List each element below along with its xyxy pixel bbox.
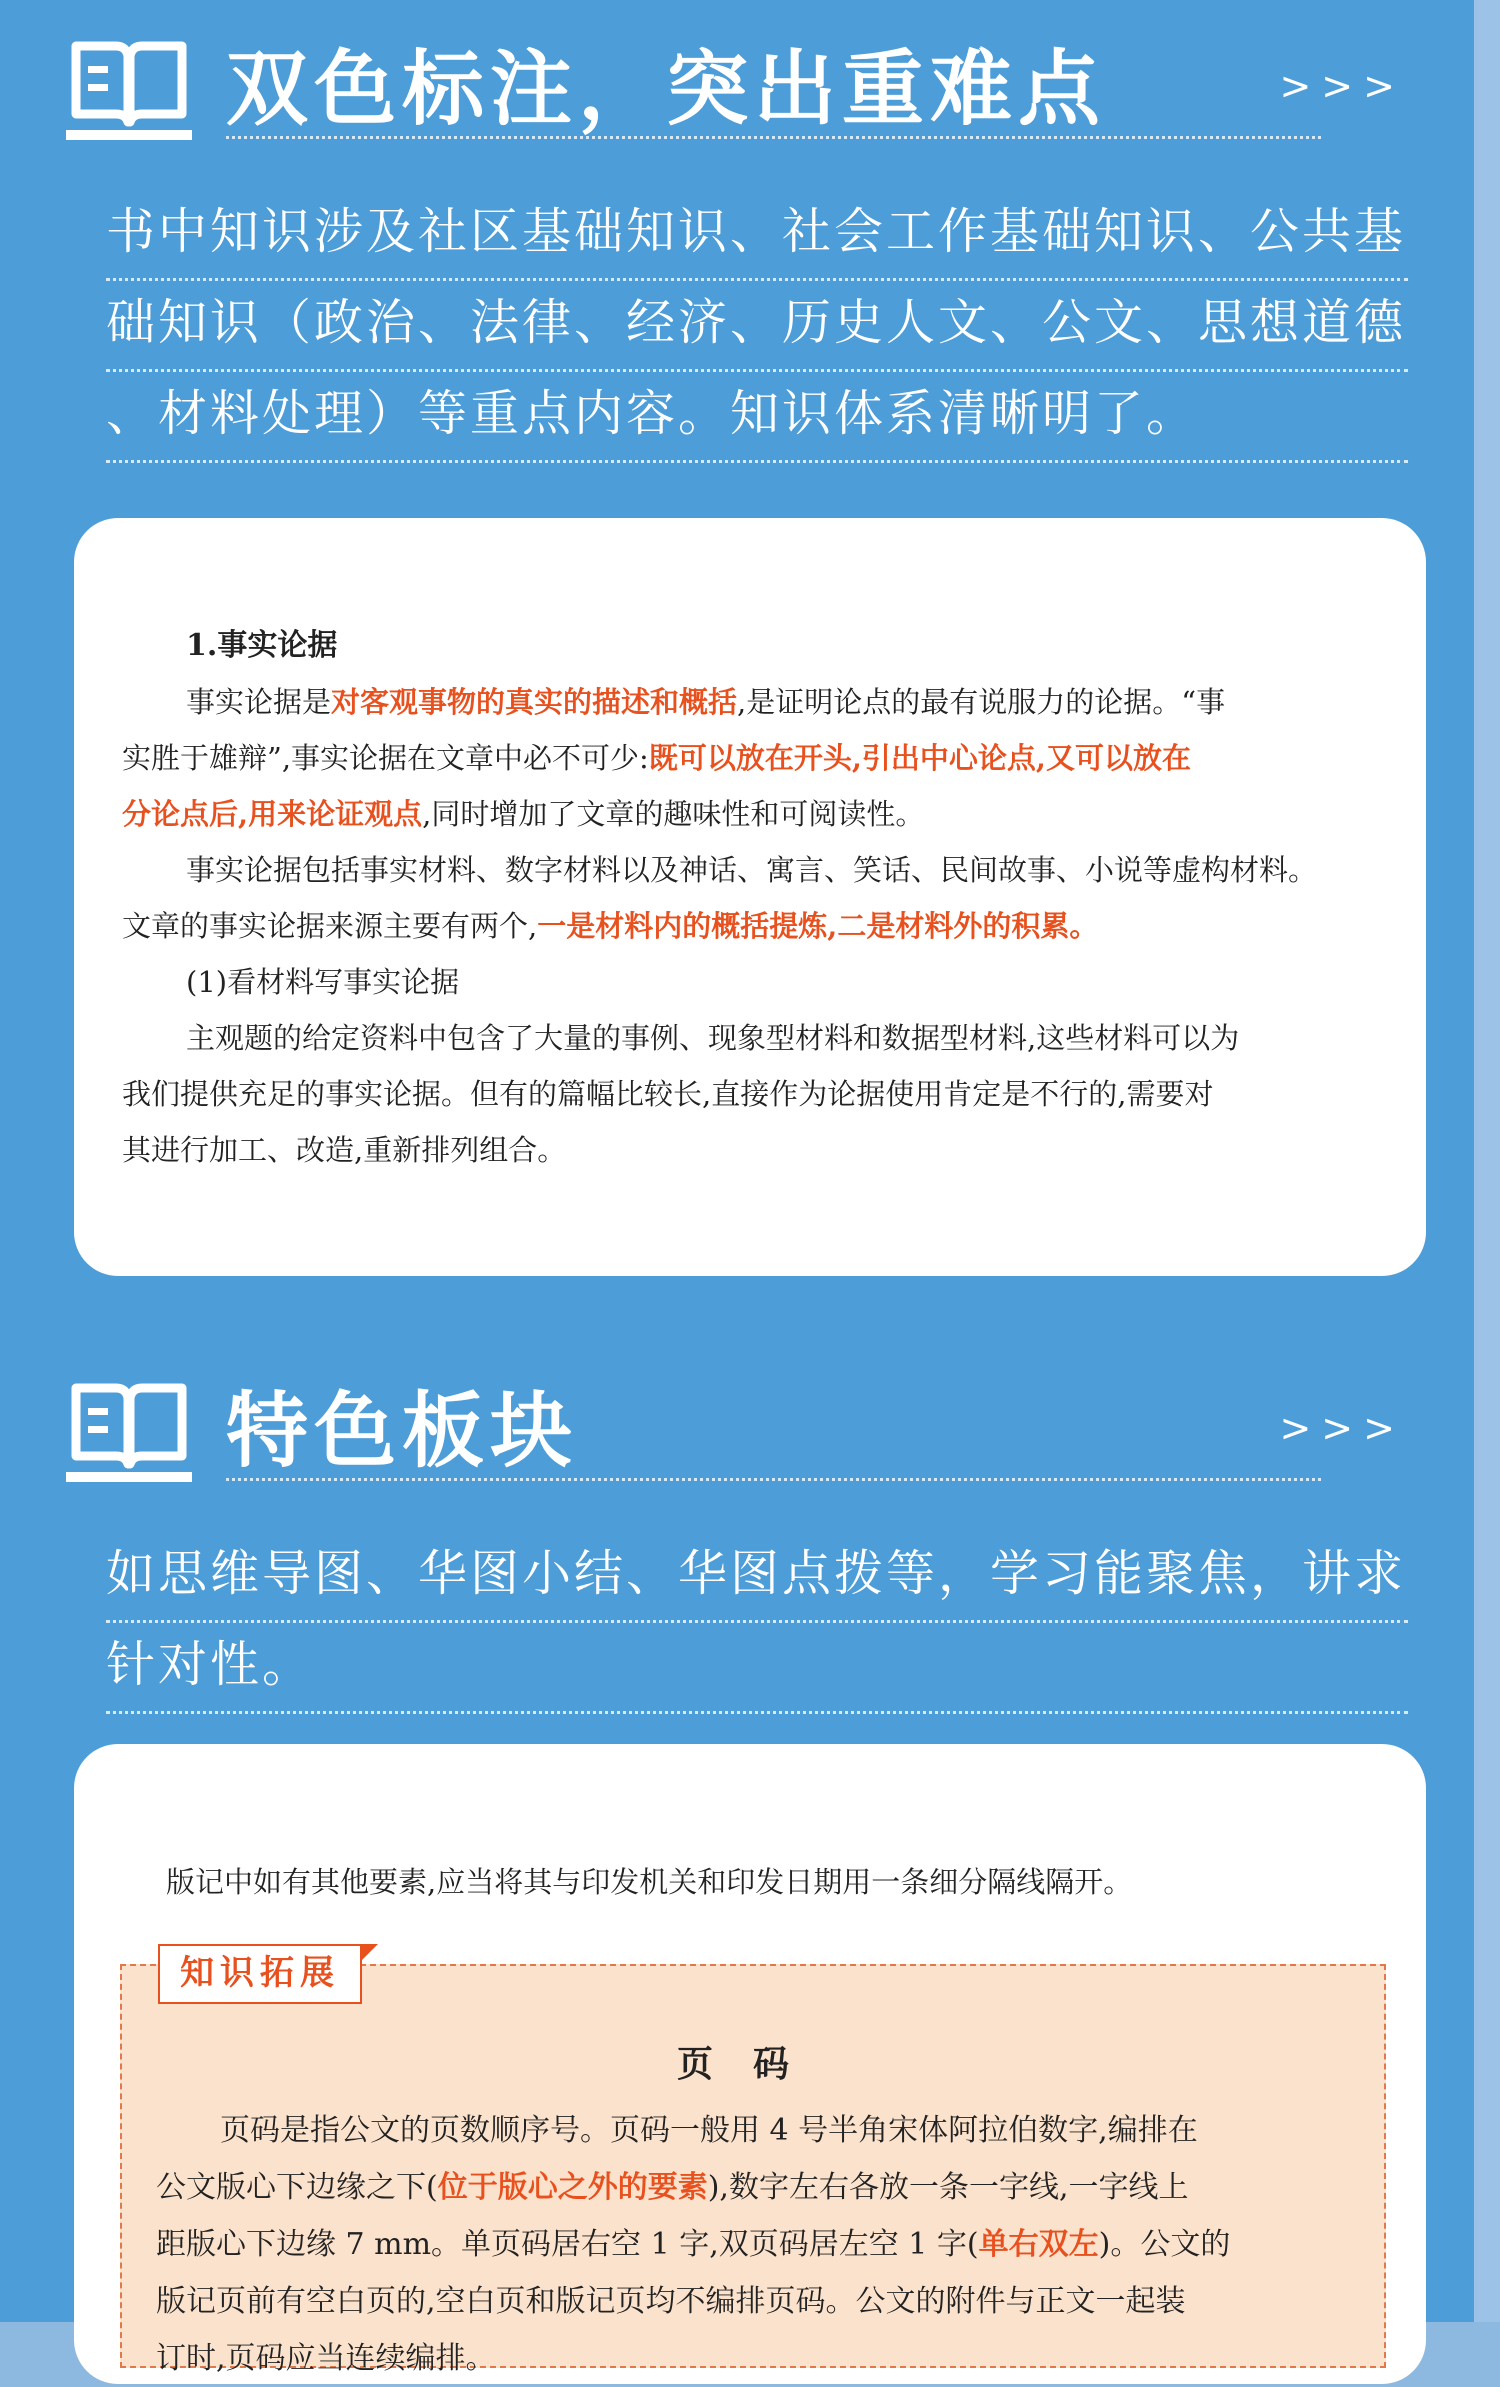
description-line: 书中知识涉及社区基础知识、社会工作基础知识、公共基 xyxy=(106,190,1408,281)
text-run: 文章的事实论据来源主要有两个, xyxy=(122,909,538,943)
title-divider xyxy=(226,136,1321,139)
paragraph-line: 版记页前有空白页的,空白页和版记页均不编排页码。公文的附件与正文一起装 xyxy=(156,2284,1186,2319)
sample-page-text xyxy=(166,1854,1378,1910)
highlighted-text: 分论点后,用来论证观点 xyxy=(122,797,423,831)
text-run: ,同时增加了文章的趣味性和可阅读性。 xyxy=(422,797,925,831)
section-title: 特色板块 xyxy=(226,1384,579,1479)
paragraph-line: 事实论据包括事实材料、数字材料以及神话、寓言、笑话、民间故事、小说等虚构材料。 xyxy=(186,853,1318,887)
chevron-right-icon: >>> xyxy=(1279,1406,1405,1450)
sub-heading: (1)看材料写事实论据 xyxy=(186,965,460,999)
box-tag-label: 知识拓展 xyxy=(158,1944,362,2004)
highlighted-text: 既可以放在开头,引出中心论点,又可以放在 xyxy=(648,741,1192,775)
paragraph-line xyxy=(122,898,1378,954)
text-run: 事实论据是 xyxy=(186,685,332,719)
section-description-2 xyxy=(106,1532,1408,1714)
section-title: 双色标注，突出重难点 xyxy=(226,42,1107,137)
title-divider xyxy=(226,1478,1321,1481)
description-line: 如思维导图、华图小结、华图点拨等，学习能聚焦，讲求 xyxy=(106,1532,1408,1623)
paragraph-line xyxy=(156,2159,1350,2216)
paragraph-line: 页码是指公文的页数顺序号。页码一般用 4 号半角宋体阿拉伯数字,编排在 xyxy=(220,2113,1198,2148)
paragraph-line: 版记中如有其他要素,应当将其与印发机关和印发日期用一条细分隔线隔开。 xyxy=(166,1865,1133,1899)
highlighted-text: 位于版心之外的要素 xyxy=(437,2170,708,2205)
paragraph-line: 订时,页码应当连续编排。 xyxy=(156,2341,496,2376)
section-header-1 xyxy=(66,36,1411,146)
paragraph-line: 主观题的给定资料中包含了大量的事例、现象型材料和数据型材料,这些材料可以为 xyxy=(186,1021,1240,1055)
paragraph-line: 我们提供充足的事实论据。但有的篇幅比较长,直接作为论据使用肯定是不行的,需要对 xyxy=(122,1077,1214,1111)
sample-page-text xyxy=(122,618,1378,1178)
paragraph-line xyxy=(122,674,1378,730)
text-run: ),数字左右各放一条一字线,一字线上 xyxy=(707,2170,1189,2205)
subsection-heading: 1.事实论据 xyxy=(186,628,338,663)
text-run: 实胜于雄辩”,事实论据在文章中必不可少: xyxy=(122,741,649,775)
text-run: ,是证明论点的最有说服力的论据。“事 xyxy=(737,685,1226,719)
description-line: 础知识（政治、法律、经济、历史人文、公文、思想道德 xyxy=(106,281,1408,372)
book-icon xyxy=(66,1378,192,1488)
section-description-1 xyxy=(106,190,1408,463)
highlighted-text: 对客观事物的真实的描述和概括 xyxy=(331,685,738,719)
knowledge-box xyxy=(120,1953,1386,2376)
sample-page-card-1 xyxy=(74,518,1426,1276)
right-edge-stripe xyxy=(1474,0,1500,2322)
description-line: 针对性。 xyxy=(106,1623,1408,1714)
description-line: 、材料处理）等重点内容。知识体系清晰明了。 xyxy=(106,372,1408,463)
chevron-right-icon: >>> xyxy=(1279,64,1405,108)
book-icon xyxy=(66,36,192,146)
text-run: 距版心下边缘 7 mm。单页码居右空 1 字,双页码居左空 1 字( xyxy=(156,2227,979,2262)
sample-page-card-2 xyxy=(74,1744,1426,2384)
box-text xyxy=(156,2102,1350,2387)
paragraph-line xyxy=(122,786,1378,842)
paragraph-line xyxy=(122,730,1378,786)
section-header-2 xyxy=(66,1378,1411,1488)
tag-corner-icon xyxy=(360,1944,378,1962)
highlighted-text: 一是材料内的概括提炼,二是材料外的积累。 xyxy=(537,909,1099,943)
text-run: )。公文的 xyxy=(1098,2227,1231,2262)
paragraph-line xyxy=(156,2216,1350,2273)
paragraph-line: 其进行加工、改造,重新排列组合。 xyxy=(122,1133,567,1167)
highlighted-text: 单右双左 xyxy=(978,2227,1099,2262)
text-run: 公文版心下边缘之下( xyxy=(156,2170,438,2205)
box-title: 页码 xyxy=(676,2043,829,2085)
